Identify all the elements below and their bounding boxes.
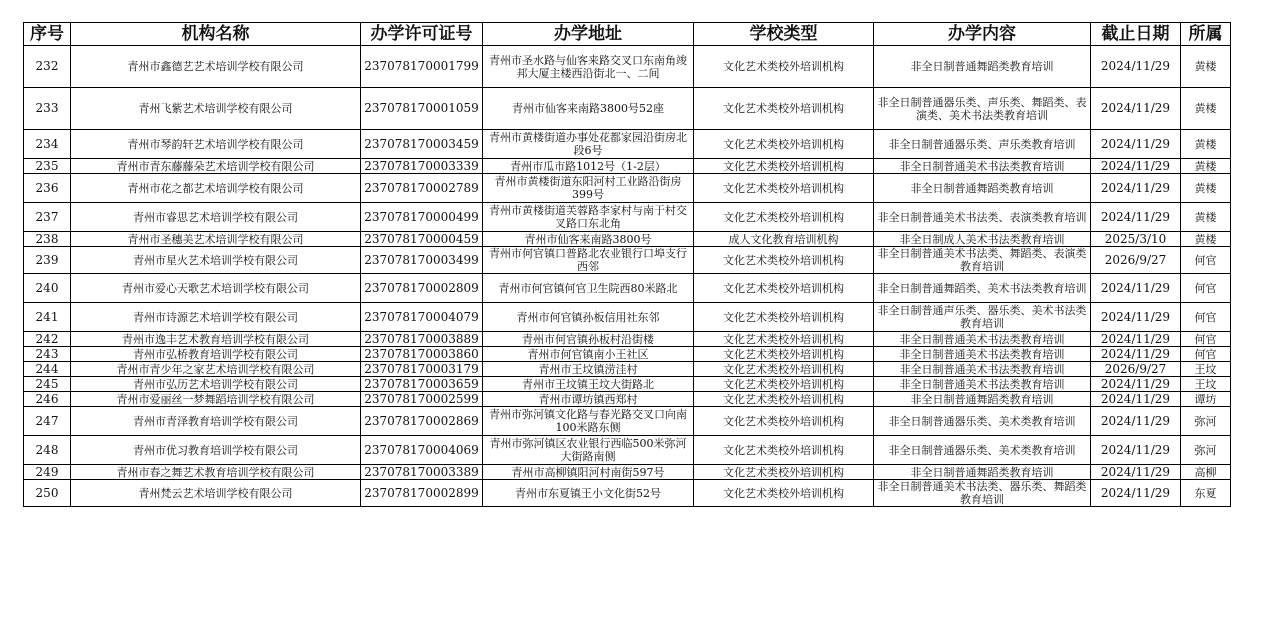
cell-name: 青州市春之舞艺术教育培训学校有限公司 [71, 465, 361, 480]
cell-content: 非全日制普通美术书法类、表演类教育培训 [874, 203, 1091, 232]
cell-no: 234 [24, 130, 71, 159]
cell-date: 2026/9/27 [1091, 247, 1181, 274]
header-type: 学校类型 [694, 23, 874, 46]
cell-address: 青州市黄楼街道办事处花都家园沿街房北段6号 [483, 130, 694, 159]
cell-type: 文化艺术类校外培训机构 [694, 347, 874, 362]
cell-address: 青州市黄楼街道东阳河村工业路沿街房399号 [483, 174, 694, 203]
cell-content: 非全日制普通美术书法类教育培训 [874, 347, 1091, 362]
cell-name: 青州市青泽教育培训学校有限公司 [71, 407, 361, 436]
cell-license: 237078170003459 [361, 130, 483, 159]
cell-license: 237078170000459 [361, 232, 483, 247]
header-address: 办学地址 [483, 23, 694, 46]
cell-date: 2024/11/29 [1091, 407, 1181, 436]
cell-name: 青州市爱心天歌艺术培训学校有限公司 [71, 274, 361, 303]
cell-address: 青州市王坟镇涝洼村 [483, 362, 694, 377]
cell-type: 文化艺术类校外培训机构 [694, 274, 874, 303]
cell-type: 文化艺术类校外培训机构 [694, 332, 874, 347]
cell-address: 青州市何官镇口普路北农业银行口埠支行西邻 [483, 247, 694, 274]
cell-content: 非全日制普通舞蹈类教育培训 [874, 174, 1091, 203]
cell-address: 青州市黄楼街道芙蓉路李家村与南于村交叉路口东北角 [483, 203, 694, 232]
cell-license: 237078170003179 [361, 362, 483, 377]
cell-type: 文化艺术类校外培训机构 [694, 407, 874, 436]
cell-no: 249 [24, 465, 71, 480]
cell-area: 黄楼 [1181, 88, 1231, 130]
table-row [24, 362, 1231, 377]
cell-content: 非全日制普通器乐类、声乐类、舞蹈类、表演类、美术书法类教育培训 [874, 88, 1091, 130]
cell-name: 青州市琴韵轩艺术培训学校有限公司 [71, 130, 361, 159]
cell-date: 2025/3/10 [1091, 232, 1181, 247]
cell-content: 非全日制普通美术书法类教育培训 [874, 332, 1091, 347]
cell-address: 青州市瓜市路1012号（1-2层） [483, 159, 694, 174]
table-row [24, 159, 1231, 174]
cell-area: 王坟 [1181, 362, 1231, 377]
cell-name: 青州市优习教育培训学校有限公司 [71, 436, 361, 465]
cell-content: 非全日制普通美术书法类、舞蹈类、表演类教育培训 [874, 247, 1091, 274]
cell-license: 237078170003889 [361, 332, 483, 347]
cell-name: 青州市睿思艺术培训学校有限公司 [71, 203, 361, 232]
cell-no: 250 [24, 480, 71, 507]
cell-type: 文化艺术类校外培训机构 [694, 174, 874, 203]
cell-name: 青州市青少年之家艺术培训学校有限公司 [71, 362, 361, 377]
table-header-row [24, 23, 1231, 46]
cell-name: 青州市爱丽丝一梦舞蹈培训学校有限公司 [71, 392, 361, 407]
cell-license: 237078170004079 [361, 303, 483, 332]
cell-name: 青州市鑫德艺艺术培训学校有限公司 [71, 46, 361, 88]
table-row [24, 480, 1231, 507]
cell-address: 青州市何官镇何官卫生院西80米路北 [483, 274, 694, 303]
cell-no: 232 [24, 46, 71, 88]
cell-address: 青州市谭坊镇西郑村 [483, 392, 694, 407]
cell-name: 青州市青东藤藤朵艺术培训学校有限公司 [71, 159, 361, 174]
cell-type: 文化艺术类校外培训机构 [694, 130, 874, 159]
cell-type: 文化艺术类校外培训机构 [694, 465, 874, 480]
cell-no: 245 [24, 377, 71, 392]
table-row [24, 407, 1231, 436]
table-row [24, 247, 1231, 274]
cell-name: 青州飞紫艺术培训学校有限公司 [71, 88, 361, 130]
cell-no: 241 [24, 303, 71, 332]
cell-no: 240 [24, 274, 71, 303]
cell-license: 237078170003860 [361, 347, 483, 362]
cell-content: 非全日制普通美术书法类、器乐类、舞蹈类教育培训 [874, 480, 1091, 507]
cell-date: 2024/11/29 [1091, 303, 1181, 332]
table-row [24, 332, 1231, 347]
institution-table [23, 22, 1231, 507]
cell-date: 2024/11/29 [1091, 392, 1181, 407]
cell-type: 文化艺术类校外培训机构 [694, 46, 874, 88]
cell-content: 非全日制普通舞蹈类教育培训 [874, 46, 1091, 88]
cell-address: 青州市何官镇南小王社区 [483, 347, 694, 362]
cell-address: 青州市何官镇孙板村沿街楼 [483, 332, 694, 347]
cell-content: 非全日制普通舞蹈类教育培训 [874, 465, 1091, 480]
header-area: 所属 [1181, 23, 1231, 46]
cell-type: 文化艺术类校外培训机构 [694, 247, 874, 274]
cell-area: 黄楼 [1181, 159, 1231, 174]
cell-content: 非全日制普通器乐类、声乐类教育培训 [874, 130, 1091, 159]
cell-area: 黄楼 [1181, 46, 1231, 88]
cell-name: 青州市星火艺术培训学校有限公司 [71, 247, 361, 274]
cell-name: 青州市逸丰艺术教育培训学校有限公司 [71, 332, 361, 347]
cell-date: 2024/11/29 [1091, 159, 1181, 174]
table-row [24, 392, 1231, 407]
cell-date: 2024/11/29 [1091, 436, 1181, 465]
cell-content: 非全日制普通器乐类、美术类教育培训 [874, 436, 1091, 465]
cell-content: 非全日制普通舞蹈类、美术书法类教育培训 [874, 274, 1091, 303]
cell-type: 文化艺术类校外培训机构 [694, 159, 874, 174]
table-row [24, 436, 1231, 465]
cell-content: 非全日制普通美术书法类教育培训 [874, 377, 1091, 392]
cell-type: 文化艺术类校外培训机构 [694, 303, 874, 332]
table-row [24, 303, 1231, 332]
table-row [24, 174, 1231, 203]
cell-name: 青州市弘历艺术培训学校有限公司 [71, 377, 361, 392]
cell-address: 青州市东夏镇王小文化街52号 [483, 480, 694, 507]
cell-area: 弥河 [1181, 407, 1231, 436]
cell-license: 237078170004069 [361, 436, 483, 465]
cell-content: 非全日制普通美术书法类教育培训 [874, 159, 1091, 174]
cell-license: 237078170001059 [361, 88, 483, 130]
cell-address: 青州市仙客来南路3800号 [483, 232, 694, 247]
cell-address: 青州市高柳镇阳河村南街597号 [483, 465, 694, 480]
cell-date: 2024/11/29 [1091, 377, 1181, 392]
cell-address: 青州市王坟镇王坟大街路北 [483, 377, 694, 392]
cell-content: 非全日制普通舞蹈类教育培训 [874, 392, 1091, 407]
table-row [24, 232, 1231, 247]
table-row [24, 465, 1231, 480]
cell-no: 242 [24, 332, 71, 347]
table-row [24, 130, 1231, 159]
table-row [24, 377, 1231, 392]
cell-address: 青州市何官镇孙板信用社东邻 [483, 303, 694, 332]
cell-date: 2024/11/29 [1091, 174, 1181, 203]
header-content: 办学内容 [874, 23, 1091, 46]
cell-area: 王坟 [1181, 377, 1231, 392]
cell-no: 239 [24, 247, 71, 274]
cell-license: 237078170002789 [361, 174, 483, 203]
cell-area: 黄楼 [1181, 130, 1231, 159]
cell-area: 黄楼 [1181, 232, 1231, 247]
cell-license: 237078170003499 [361, 247, 483, 274]
header-no: 序号 [24, 23, 71, 46]
cell-type: 文化艺术类校外培训机构 [694, 480, 874, 507]
cell-content: 非全日制普通器乐类、美术类教育培训 [874, 407, 1091, 436]
cell-area: 弥河 [1181, 436, 1231, 465]
cell-area: 何官 [1181, 274, 1231, 303]
table-row [24, 347, 1231, 362]
cell-date: 2024/11/29 [1091, 88, 1181, 130]
cell-date: 2024/11/29 [1091, 130, 1181, 159]
cell-license: 237078170003339 [361, 159, 483, 174]
cell-area: 黄楼 [1181, 203, 1231, 232]
cell-type: 文化艺术类校外培训机构 [694, 203, 874, 232]
cell-area: 谭坊 [1181, 392, 1231, 407]
cell-no: 248 [24, 436, 71, 465]
cell-no: 247 [24, 407, 71, 436]
header-name: 机构名称 [71, 23, 361, 46]
cell-type: 文化艺术类校外培训机构 [694, 88, 874, 130]
cell-license: 237078170000499 [361, 203, 483, 232]
cell-date: 2024/11/29 [1091, 46, 1181, 88]
cell-address: 青州市弥河镇文化路与春光路交叉口向南100米路东侧 [483, 407, 694, 436]
cell-no: 246 [24, 392, 71, 407]
cell-no: 244 [24, 362, 71, 377]
table-row [24, 203, 1231, 232]
cell-area: 黄楼 [1181, 174, 1231, 203]
cell-date: 2024/11/29 [1091, 274, 1181, 303]
cell-date: 2024/11/29 [1091, 203, 1181, 232]
cell-area: 东夏 [1181, 480, 1231, 507]
cell-license: 237078170002869 [361, 407, 483, 436]
cell-content: 非全日制普通美术书法类教育培训 [874, 362, 1091, 377]
cell-area: 何官 [1181, 303, 1231, 332]
cell-no: 238 [24, 232, 71, 247]
cell-type: 文化艺术类校外培训机构 [694, 436, 874, 465]
cell-content: 非全日制成人美术书法类教育培训 [874, 232, 1091, 247]
cell-name: 青州梵云艺术培训学校有限公司 [71, 480, 361, 507]
cell-content: 非全日制普通声乐类、器乐类、美术书法类教育培训 [874, 303, 1091, 332]
table-row [24, 274, 1231, 303]
cell-type: 文化艺术类校外培训机构 [694, 377, 874, 392]
cell-license: 237078170002809 [361, 274, 483, 303]
cell-type: 成人文化教育培训机构 [694, 232, 874, 247]
header-date: 截止日期 [1091, 23, 1181, 46]
cell-name: 青州市诗源艺术培训学校有限公司 [71, 303, 361, 332]
cell-date: 2024/11/29 [1091, 347, 1181, 362]
cell-no: 236 [24, 174, 71, 203]
cell-name: 青州市圣穗美艺术培训学校有限公司 [71, 232, 361, 247]
cell-type: 文化艺术类校外培训机构 [694, 392, 874, 407]
cell-area: 何官 [1181, 347, 1231, 362]
cell-area: 何官 [1181, 332, 1231, 347]
cell-license: 237078170003389 [361, 465, 483, 480]
cell-name: 青州市弘桥教育培训学校有限公司 [71, 347, 361, 362]
cell-area: 何官 [1181, 247, 1231, 274]
cell-address: 青州市仙客来南路3800号52座 [483, 88, 694, 130]
cell-no: 237 [24, 203, 71, 232]
cell-no: 235 [24, 159, 71, 174]
cell-date: 2024/11/29 [1091, 332, 1181, 347]
cell-license: 237078170002899 [361, 480, 483, 507]
cell-date: 2026/9/27 [1091, 362, 1181, 377]
cell-no: 233 [24, 88, 71, 130]
cell-license: 237078170002599 [361, 392, 483, 407]
cell-date: 2024/11/29 [1091, 465, 1181, 480]
cell-license: 237078170001799 [361, 46, 483, 88]
cell-no: 243 [24, 347, 71, 362]
cell-type: 文化艺术类校外培训机构 [694, 362, 874, 377]
table-row [24, 46, 1231, 88]
header-license: 办学许可证号 [361, 23, 483, 46]
cell-area: 高柳 [1181, 465, 1231, 480]
cell-address: 青州市圣水路与仙客来路交叉口东南角竣邦大厦主楼西沿街北一、二间 [483, 46, 694, 88]
cell-name: 青州市花之都艺术培训学校有限公司 [71, 174, 361, 203]
cell-license: 237078170003659 [361, 377, 483, 392]
cell-address: 青州市弥河镇区农业银行西临500米弥河大街路南侧 [483, 436, 694, 465]
table-row [24, 88, 1231, 130]
cell-date: 2024/11/29 [1091, 480, 1181, 507]
